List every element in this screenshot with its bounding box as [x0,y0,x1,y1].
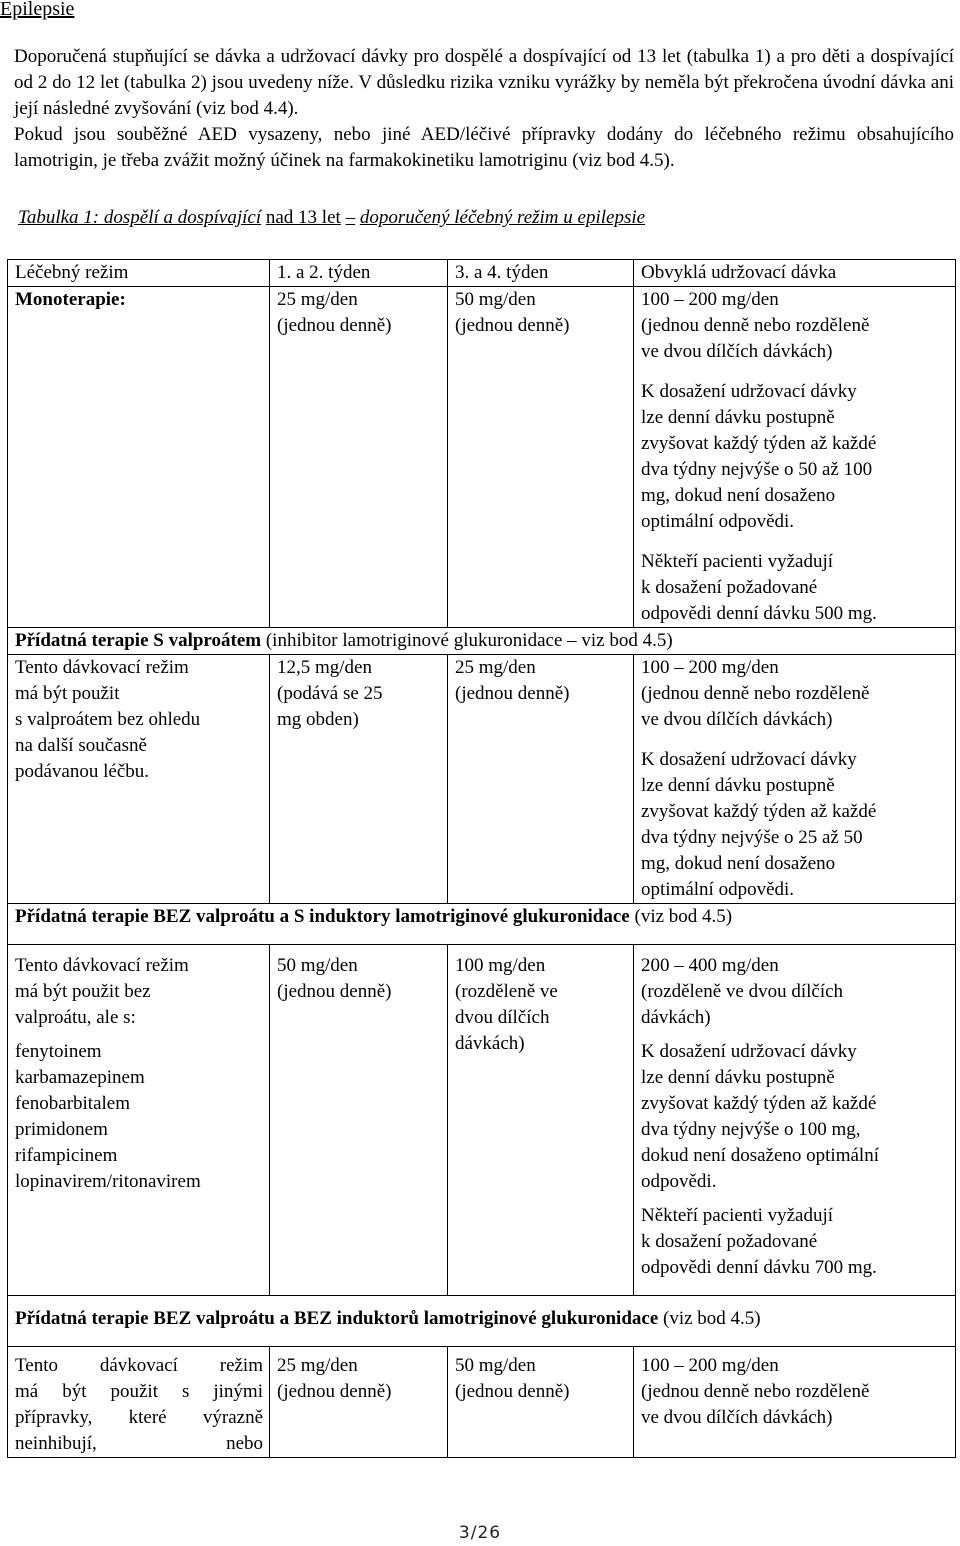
cell-line: podávanou léčbu. [15,761,150,782]
cell-line: (jednou denně) [277,1381,392,1402]
cell-line: ve dvou dílčích dávkách) [641,709,833,730]
drug-item: lopinavirem/ritonavirem [15,1171,201,1192]
cell-week12 [270,945,448,1296]
cell-line: 12,5 mg/den [277,657,372,678]
drug-item: karbamazepinem [15,1067,145,1088]
cell-regimen [8,945,270,1296]
cell-line: K dosažení udržovací dávky [641,381,857,402]
cell-line: dvou dílčích [455,1007,550,1028]
cell-line: 100 – 200 mg/den [641,657,779,678]
cell-line: zvyšovat každý týden až každé [641,433,877,454]
cell-week34 [448,655,634,904]
cell-line: přípravky, které výrazně [15,1407,263,1428]
cell-line: zvyšovat každý týden až každé [641,801,877,822]
cell-line: 25 mg/den [455,657,536,678]
section-note: (viz bod 4.5) [634,906,733,927]
table-row-no-inducers [8,1347,956,1458]
cell-line: neinhibují, nebo [15,1433,263,1454]
monotherapy-label: Monoterapie: [15,289,126,310]
cell-week34 [448,287,634,628]
cell-line: optimální odpovědi. [641,879,795,900]
cell-line: zvyšovat každý týden až každé [641,1093,877,1114]
cell-line: 50 mg/den [455,1355,536,1376]
cell-regimen [8,655,270,904]
cell-line: (jednou denně) [277,315,392,336]
cell-line: (jednou denně nebo rozděleně [641,315,870,336]
cell-line: 100 mg/den [455,955,546,976]
table-caption [18,205,645,231]
table-header-row [8,260,956,287]
drug-item: fenobarbitalem [15,1093,131,1114]
cell-line: dávkách) [455,1033,525,1054]
section-title: Přídatná terapie BEZ valproátu a S induktory lamotriginové glukuronidace [15,906,630,927]
cell-maintenance [634,945,956,1296]
cell-line: 50 mg/den [455,289,536,310]
section-cell [8,1296,956,1347]
cell-line: Někteří pacienti vyžadují [641,1205,834,1226]
table-row-monotherapy [8,287,956,628]
table-row-valproate [8,655,956,904]
section-note: (viz bod 4.5) [663,1308,761,1329]
cell-maintenance [634,1347,956,1458]
header-week34: 3. a 4. týden [448,260,634,287]
cell-line: valproátu, ale s: [15,1007,136,1028]
cell-line: (rozděleně ve dvou dílčích [641,981,844,1002]
cell-line: 100 – 200 mg/den [641,1355,779,1376]
cell-line: lze denní dávku postupně [641,775,835,796]
cell-line: lze denní dávku postupně [641,407,835,428]
cell-line: má být použit bez [15,981,151,1002]
cell-line: (rozděleně ve [455,981,558,1002]
cell-line: K dosažení udržovací dávky [641,749,857,770]
header-maintenance: Obvyklá udržovací dávka [634,260,956,287]
cell-line: na další současně [15,735,147,756]
cell-line: k dosažení požadované [641,1231,818,1252]
cell-line: dokud není dosaženo optimální [641,1145,879,1166]
cell-line: (jednou denně) [455,1381,570,1402]
cell-line: (podává se 25 [277,683,383,704]
cell-line: K dosažení udržovací dávky [641,1041,857,1062]
table-row-inducers [8,945,956,1296]
cell-line: mg obden) [277,709,359,730]
cell-line: (jednou denně nebo rozděleně [641,683,870,704]
drug-item: rifampicinem [15,1145,118,1166]
cell-line: s valproátem bez ohledu [15,709,201,730]
cell-line: dávkách) [641,1007,711,1028]
cell-maintenance [634,655,956,904]
cell-line: odpovědi denní dávku 700 mg. [641,1257,877,1278]
drug-item: fenytoinem [15,1041,102,1062]
cell-week12 [270,287,448,628]
header-week12: 1. a 2. týden [270,260,448,287]
cell-line: mg, dokud není dosaženo [641,853,836,874]
intro-paragraph-2: Pokud jsou souběžné AED vysazeny, nebo jiné AED/léčivé přípravky dodány do léčebného režimu obsahujícího lamotrigin, je třeba zvážit možný účinek na farmakokinetiku lamotriginu (viz bod 4.5). [14,124,954,171]
cell-week34 [448,1347,634,1458]
caption-part-1: Tabulka 1: dospělí a dospívající [18,207,262,228]
dosage-table [7,259,956,1458]
section-heading: Epilepsie [0,0,75,20]
cell-line: 50 mg/den [277,955,358,976]
cell-line: (jednou denně nebo rozděleně [641,1381,870,1402]
cell-line: Tento dávkovací režim [15,955,189,976]
header-regimen: Léčebný režim [8,260,270,287]
cell-line: dva týdny nejvýše o 50 až 100 [641,459,873,480]
cell-line: 100 – 200 mg/den [641,289,779,310]
cell-line: 25 mg/den [277,1355,358,1376]
cell-line: má být použit s jinými [15,1381,263,1402]
section-title: Přídatná terapie S valproátem [15,630,262,651]
cell-line: dva týdny nejvýše o 100 mg, [641,1119,861,1140]
section-cell [8,628,956,655]
intro-text [14,44,954,174]
cell-line: Tento dávkovací režim [15,657,189,678]
intro-paragraph-1: Doporučená stupňující se dávka a udržovací dávky pro dospělé a dospívající od 13 let (tabulka 1) a pro děti a dospívající od 2 do 12 let (tabulka 2) jsou uvedeny níže. V důsledku rizika vzniku vyrážky by neměla být překročena úvodní dávka ani její následné zvyšování (viz bod 4.4). [14,46,954,119]
page-number: 3/26 [458,1523,502,1543]
cell-line: odpovědi. [641,1171,717,1192]
drug-item: primidonem [15,1119,108,1140]
cell-line: optimální odpovědi. [641,511,795,532]
cell-line: odpovědi denní dávku 500 mg. [641,603,877,624]
caption-part-4: doporučený léčebný režim u epilepsie [359,207,646,228]
cell-regimen [8,1347,270,1458]
cell-maintenance [634,287,956,628]
section-note: (inhibitor lamotriginové glukuronidace – viz bod 4.5) [265,630,673,651]
cell-week12 [270,655,448,904]
section-row-no-inducers [8,1296,956,1347]
cell-line: má být použit [15,683,120,704]
cell-line: mg, dokud není dosaženo [641,485,836,506]
section-row-valproate [8,628,956,655]
cell-line: (jednou denně) [277,981,392,1002]
cell-regimen [8,287,270,628]
cell-line: Tento dávkovací režim [15,1355,263,1376]
cell-week12 [270,1347,448,1458]
cell-line: ve dvou dílčích dávkách) [641,341,833,362]
caption-part-2: nad 13 let [265,207,341,228]
cell-line: (jednou denně) [455,683,570,704]
section-title: Přídatná terapie BEZ valproátu a BEZ induktorů lamotriginové glukuronidace [15,1308,659,1329]
cell-line: ve dvou dílčích dávkách) [641,1407,833,1428]
cell-week34 [448,945,634,1296]
cell-line: dva týdny nejvýše o 25 až 50 [641,827,863,848]
cell-line: Někteří pacienti vyžadují [641,551,834,572]
cell-line: (jednou denně) [455,315,570,336]
section-row-inducers [8,904,956,945]
cell-line: lze denní dávku postupně [641,1067,835,1088]
section-cell [8,904,956,945]
cell-line: 25 mg/den [277,289,358,310]
caption-part-3: – [345,207,356,228]
cell-line: 200 – 400 mg/den [641,955,779,976]
cell-line: k dosažení požadované [641,577,818,598]
